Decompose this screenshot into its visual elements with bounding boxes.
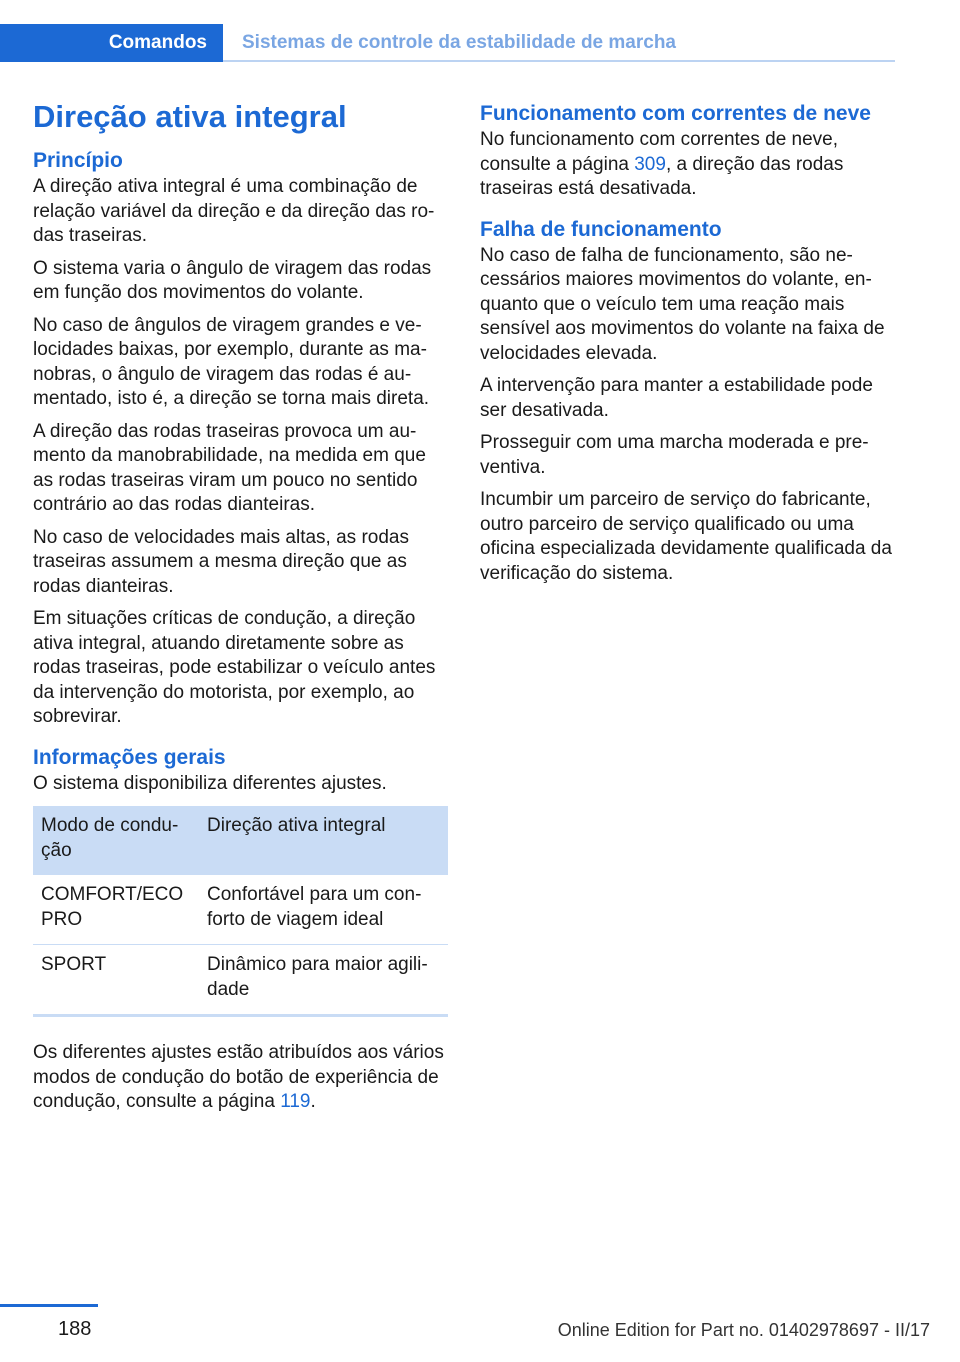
principle-paragraph: O sistema varia o ângulo de viragem das rodas em função dos movimentos do volante.: [33, 257, 432, 304]
malfunction-paragraph: No caso de falha de funcionamento, são necessários maiores movimentos do volante, enquanto que o veículo tem uma reação mais sensível aos movimentos do volante na faixa de velocidades elevada.: [480, 244, 885, 364]
general-info-intro: O sistema disponibiliza diferentes ajustes.: [33, 772, 387, 794]
page-number: 188: [58, 1318, 92, 1340]
table-cell: Dinâmico para maior agilidade: [199, 945, 448, 1016]
after-table-end: .: [310, 1091, 316, 1113]
table-cell: Confortável para um conforto de viagem ideal: [199, 875, 448, 945]
malfunction-heading: Falha de funcionamento: [480, 217, 722, 241]
after-table-paragraph: [33, 1041, 448, 1115]
malfunction-paragraph: Incumbir um parceiro de serviço do fabricante, outro parceiro de serviço qualificado ou uma oficina especializada devidamente qualificada da verificação do sistema.: [480, 489, 892, 584]
section-title[interactable]: Sistemas de controle da estabilidade de marcha: [242, 32, 676, 53]
principle-heading: Princípio: [33, 149, 123, 173]
edition-note: Online Edition for Part no. 01402978697 - II/17: [557, 1320, 930, 1340]
principle-paragraph: No caso de velocidades mais altas, as rodas traseiras assumem a mesma direção que as rodas dianteiras.: [33, 526, 409, 597]
principle-paragraph: A direção das rodas traseiras provoca um aumento da manobrabilidade, na medida em que as rodas traseiras viram um pouco no sentido contrário ao das rodas dianteiras.: [33, 420, 426, 516]
header-divider: [223, 60, 895, 62]
principle-paragraph: A direção ativa integral é uma combinação de relação variável da direção e da direção das rodas traseiras.: [33, 176, 435, 247]
page-link-119[interactable]: 119: [280, 1091, 311, 1113]
table-row: [33, 875, 448, 945]
left-column: [33, 98, 448, 1123]
chapter-tab[interactable]: Comandos: [0, 24, 223, 62]
page-title: Direção ativa integral: [33, 99, 347, 134]
malfunction-paragraph: A intervenção para manter a estabilidade pode ser desativada.: [480, 375, 873, 421]
page-header: [0, 24, 895, 62]
after-table-text: Os diferentes ajustes estão atribuídos aos vários modos de condução do botão de experiência de condução, consulte a página: [33, 1042, 444, 1113]
principle-paragraph: Em situações críticas de condução, a direção ativa integral, atuando diretamente sobre as rodas traseiras, pode estabilizar o veículo antes da intervenção do motorista, por exemplo, ao sobrevirar.: [33, 608, 436, 728]
table-header-row: [33, 806, 448, 875]
drive-mode-table: [33, 806, 448, 1017]
snow-chains-text-end: , a direção das rodas traseiras está desativada.: [480, 153, 844, 200]
snow-chains-text: No funcionamento com correntes de neve, consulte a página: [480, 129, 839, 175]
table-row: [33, 945, 448, 1016]
principle-paragraph: No caso de ângulos de viragem grandes e velocidades baixas, por exemplo, durante as manobras, o ângulo de viragem das rodas é aumentado, isto é, a direção se torna mais direta.: [33, 314, 430, 410]
snow-chains-heading: Funcionamento com correntes de neve: [480, 102, 871, 125]
footer-accent-bar: [0, 1304, 98, 1307]
page-link-309[interactable]: 309: [634, 153, 666, 175]
table-header-mode: Modo de condução: [33, 806, 199, 875]
general-info-heading: Informações gerais: [33, 745, 226, 769]
table-cell: COMFORT/ECO PRO: [33, 875, 199, 945]
snow-chains-paragraph: [480, 128, 895, 202]
malfunction-paragraph: Prosseguir com uma marcha moderada e preventiva.: [480, 432, 869, 478]
table-header-steering: Direção ativa integral: [199, 806, 448, 875]
right-column: [480, 102, 895, 594]
table-cell: SPORT: [33, 945, 199, 1016]
